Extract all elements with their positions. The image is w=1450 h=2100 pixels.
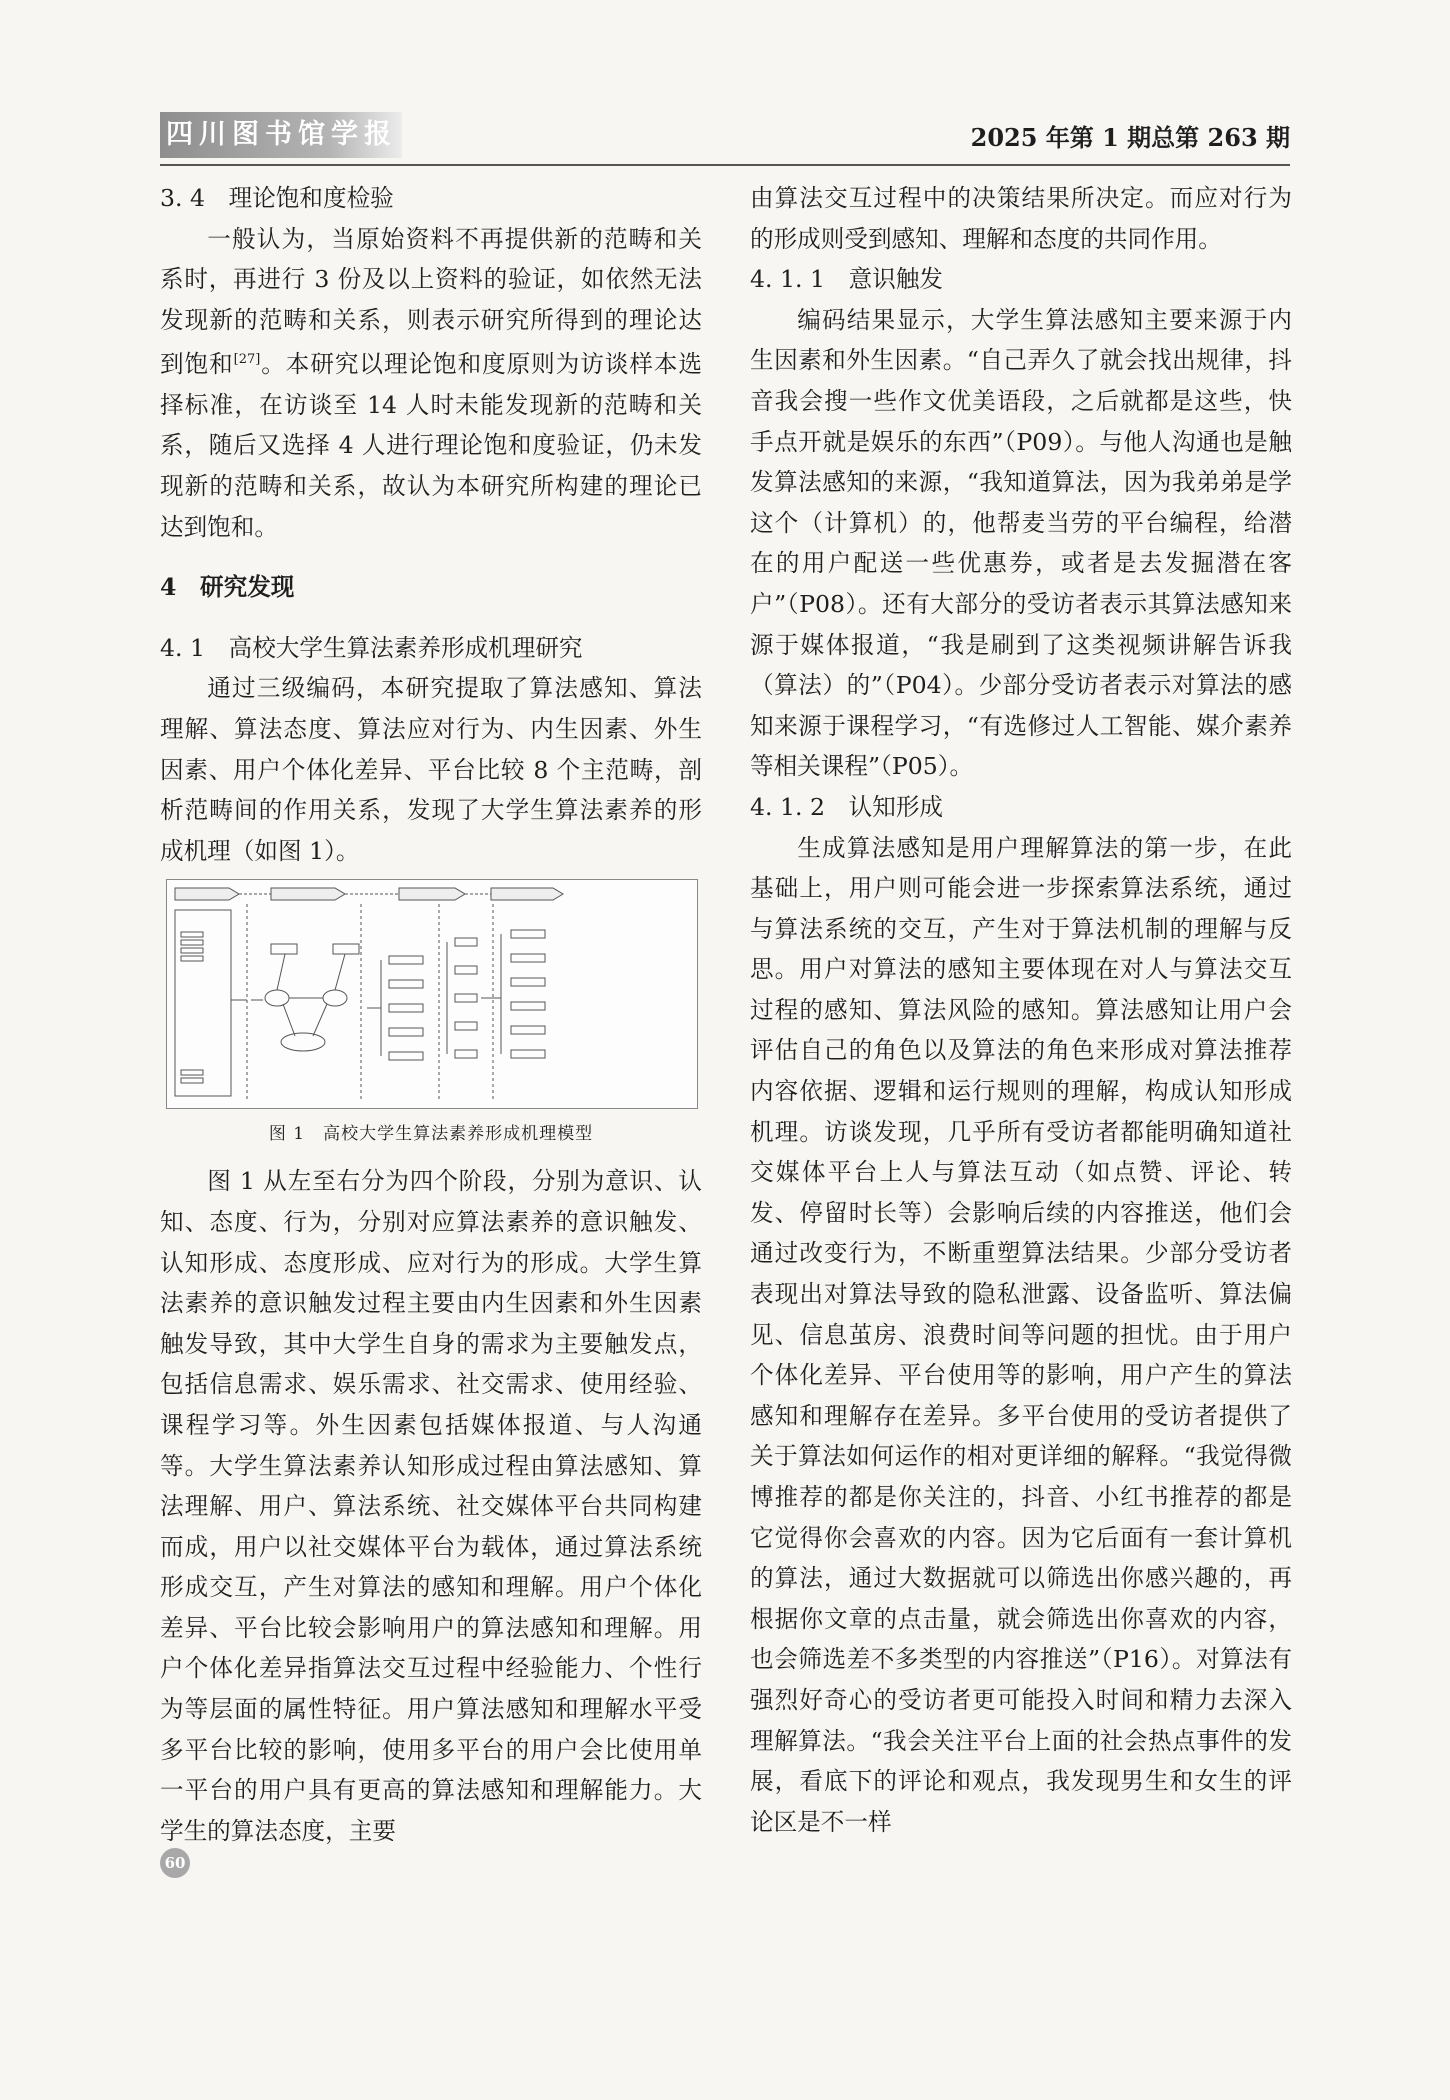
mechanism-model-diagram [167, 880, 697, 1108]
section-4-1-1-paragraph: 编码结果显示，大学生算法感知主要来源于内生因素和外生因素。“自己弄久了就会找出规律，抖音我会搜一些作文优美语段，之后就都是这些，快手点开就是娱乐的东西”（P09）。与他人沟通也是触发算法感知的来源，“我知道算法，因为我弟弟是学这个（计算机）的，他帮麦当劳的平台编程，给潜在的用户配送一些优惠券，或者是去发掘潜在客户”（P08）。还有大部分的受访者表示其算法感知来源于媒体报道，“我是刷到了这类视频讲解告诉我（算法）的”（P04）。少部分受访者表示对算法的感知来源于课程学习，“有选修过人工智能、媒介素养等相关课程”（P05）。 [750, 305, 1292, 781]
stage-arrow-attitude [399, 888, 465, 900]
stage-arrow-cognition [271, 888, 345, 900]
section-4-heading: 4 研究发现 [160, 573, 295, 602]
paragraph-text: 一般认为，当原始资料不再提供新的范畴和关系时，再进行 3 份及以上资料的验证，如依然无法发现新的范畴和关系，则表示研究所得到的理论达到饱和 [160, 224, 702, 379]
figure-1 [166, 879, 698, 1109]
citation-27[interactable]: [27] [233, 352, 261, 368]
figure-caption: 图 1 高校大学生算法素养形成机理模型 [268, 1124, 594, 1145]
interaction-node [281, 1033, 325, 1051]
continued-paragraph: 由算法交互过程中的决策结果所决定。而应对行为的形成则受到感知、理解和态度的共同作用。 [750, 184, 1292, 253]
left-column [160, 178, 702, 1851]
journal-banner: 四川图书馆学报 [160, 112, 402, 158]
section-4-1-paragraph-2: 图 1 从左至右分为四个阶段，分别为意识、认知、态度、行为，分别对应算法素养的意识触发、认知形成、态度形成、应对行为的形成。大学生算法素养的意识触发过程主要由内生因素和外生因素触发导致，其中大学生自身的需求为主要触发点，包括信息需求、娱乐需求、社交需求、使用经验、课程学习等。外生因素包括媒体报道、与人沟通等。大学生算法素养认知形成过程由算法感知、算法理解、用户、算法系统、社交媒体平台共同构建而成，用户以社交媒体平台为载体，通过算法系统形成交互，产生对算法的感知和理解。用户个体化差异、平台比较会影响用户的算法感知和理解。用户个体化差异指算法交互过程中经验能力、个性行为等层面的属性特征。用户算法感知和理解水平受多平台比较的影响，使用多平台的用户会比使用单一平台的用户具有更高的算法感知和理解能力。大学生的算法态度，主要 [160, 1167, 702, 1845]
right-column [750, 178, 1292, 1842]
page-number: 60 [160, 1848, 190, 1878]
header-rule [160, 164, 1290, 166]
paragraph-text: 。本研究以理论饱和度原则为访谈样本选择标准，在访谈至 14 人时未能发现新的范畴和关系，随后又选择 4 人进行理论饱和度验证，仍未发现新的范畴和关系，故认为本研究所构建的理论已达到饱和。 [160, 350, 703, 541]
stage-arrow-behavior [491, 888, 563, 900]
system-box [333, 944, 359, 954]
platform-box [271, 944, 297, 954]
issue-info: 2025 年第 1 期总第 263 期 [970, 123, 1290, 152]
stage-arrow-awareness [175, 888, 239, 900]
section-3-4-paragraph [160, 219, 702, 548]
algorithm-node [323, 990, 347, 1006]
section-4-1-heading: 4. 1 高校大学生算法素养形成机理研究 [160, 633, 583, 662]
section-4-1-2-paragraph: 生成算法感知是用户理解算法的第一步，在此基础上，用户则可能会进一步探索算法系统，通过与算法系统的交互，产生对于算法机制的理解与反思。用户对算法的感知主要体现在对人与算法交互过程的感知、算法风险的感知。算法感知让用户会评估自己的角色以及算法的角色来形成对算法推荐内容依据、逻辑和运行规则的理解，构成认知形成机理。访谈发现，几乎所有受访者都能明确知道社交媒体平台上人与算法互动（如点赞、评论、转发、停留时长等）会影响后续的内容推送，他们会通过改变行为，不断重塑算法结果。少部分受访者表现出对算法导致的隐私泄露、设备监听、算法偏见、信息茧房、浪费时间等问题的担忧。由于用户个体化差异、平台使用等的影响，用户产生的算法感知和理解存在差异。多平台使用的受访者提供了关于算法如何运作的相对更详细的解释。“我觉得微博推荐的都是你关注的，抖音、小红书推荐的都是它觉得你会喜欢的内容。因为它后面有一套计算机的算法，通过大数据就可以筛选出你感兴趣的，再根据你文章的点击量，就会筛选出你喜欢的内容，也会筛选差不多类型的内容推送”（P16）。对算法有强烈好奇心的受访者更可能投入时间和精力去深入理解算法。“我会关注平台上面的社会热点事件的发展，看底下的评论和观点，我发现男生和女生的评论区是不一样 [750, 833, 1292, 1836]
section-3-4-heading: 3. 4 理论饱和度检验 [160, 184, 394, 212]
section-4-1-2-heading: 4. 1. 2 认知形成 [750, 792, 944, 821]
section-4-1-1-heading: 4. 1. 1 意识触发 [750, 265, 944, 294]
user-node [265, 990, 289, 1006]
section-4-1-paragraph: 通过三级编码，本研究提取了算法感知、算法理解、算法态度、算法应对行为、内生因素、外生因素、用户个体化差异、平台比较 8 个主范畴，剖析范畴间的作用关系，发现了大学生算法素养的形成机理（如图 1）。 [160, 674, 702, 865]
trigger-factors-box [175, 910, 231, 1096]
